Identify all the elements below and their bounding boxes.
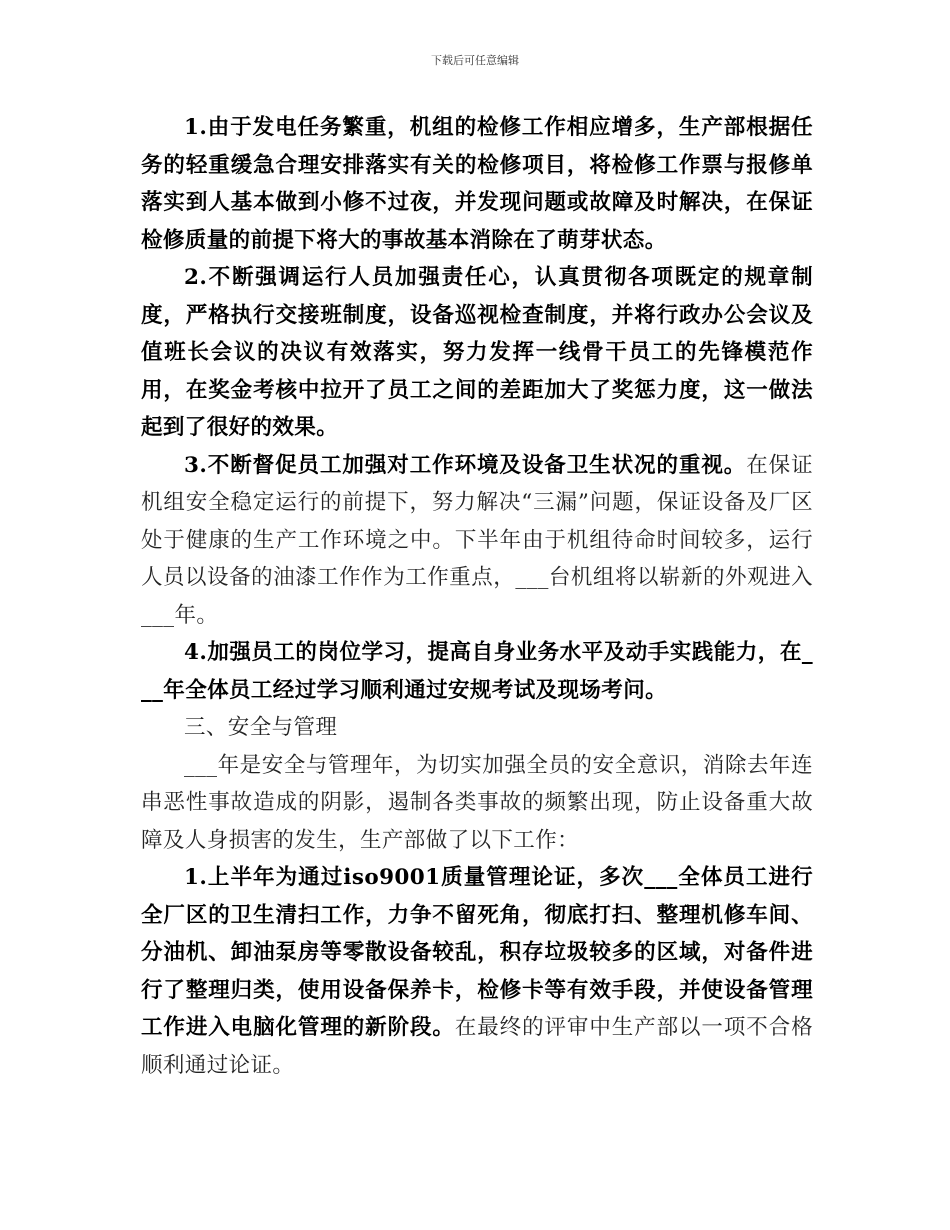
page-header-note: 下载后可任意编辑 xyxy=(431,54,519,67)
paragraph-6-rest: 在最终的评审中生产部以一项不合格顺利通过论证。 xyxy=(141,1015,813,1078)
paragraph-1: 1.由于发电任务繁重，机组的检修工作相应增多，生产部根据任务的轻重缓急合理安排落实有关的检修项目，将检修工作票与报修单落实到人基本做到小修不过夜，并发现问题或故障及时解决，在保证检修质量的前提下将大的事故基本消除在了萌芽状态。 xyxy=(141,115,813,253)
paragraph-6-lead: 1.上半年为通过iso9001质量管理论证，多次___全体员工进行全厂区的卫生清扫工作，力争不留死角，彻底打扫、整理机修车间、分油机、卸油泵房等零散设备较乱，积存垃圾较多的区域，对备件进行了整理归类，使用设备保养卡，检修卡等有效手段，并使设备管理工作进入电脑化管理的新阶段。 xyxy=(141,865,813,1040)
paragraph-3-lead: 3.不断督促员工加强对工作环境及设备卫生状况的重视。 xyxy=(184,452,747,478)
paragraph-4: 4.加强员工的岗位学习，提高自身业务水平及动手实践能力，在___年全体员工经过学习顺利通过安规考试及现场考问。 xyxy=(141,640,813,703)
paragraph-2: 2.不断强调运行人员加强责任心，认真贯彻各项既定的规章制度，严格执行交接班制度，设备巡视检查制度，并将行政办公会议及值班长会议的决议有效落实，努力发挥一线骨干员工的先锋模范作用，在奖金考核中拉开了员工之间的差距加大了奖惩力度，这一做法起到了很好的效果。 xyxy=(141,265,813,440)
paragraph-3-rest: 在保证机组安全稳定运行的前提下，努力解决“三漏”问题，保证设备及厂区处于健康的生产工作环境之中。下半年由于机组待命时间较多，运行人员以设备的油漆工作作为工作重点，___台机组将以崭新的外观进入___年。 xyxy=(141,452,813,628)
paragraph-5: ___年是安全与管理年，为切实加强全员的安全意识，消除去年连串恶性事故造成的阴影，遏制各类事故的频繁出现，防止设备重大故障及人身损害的发生，生产部做了以下工作： xyxy=(141,752,813,853)
section-heading: 三、安全与管理 xyxy=(184,715,338,740)
document-body xyxy=(141,109,813,1084)
paragraph-3 xyxy=(141,447,813,635)
paragraph-6 xyxy=(141,859,813,1084)
